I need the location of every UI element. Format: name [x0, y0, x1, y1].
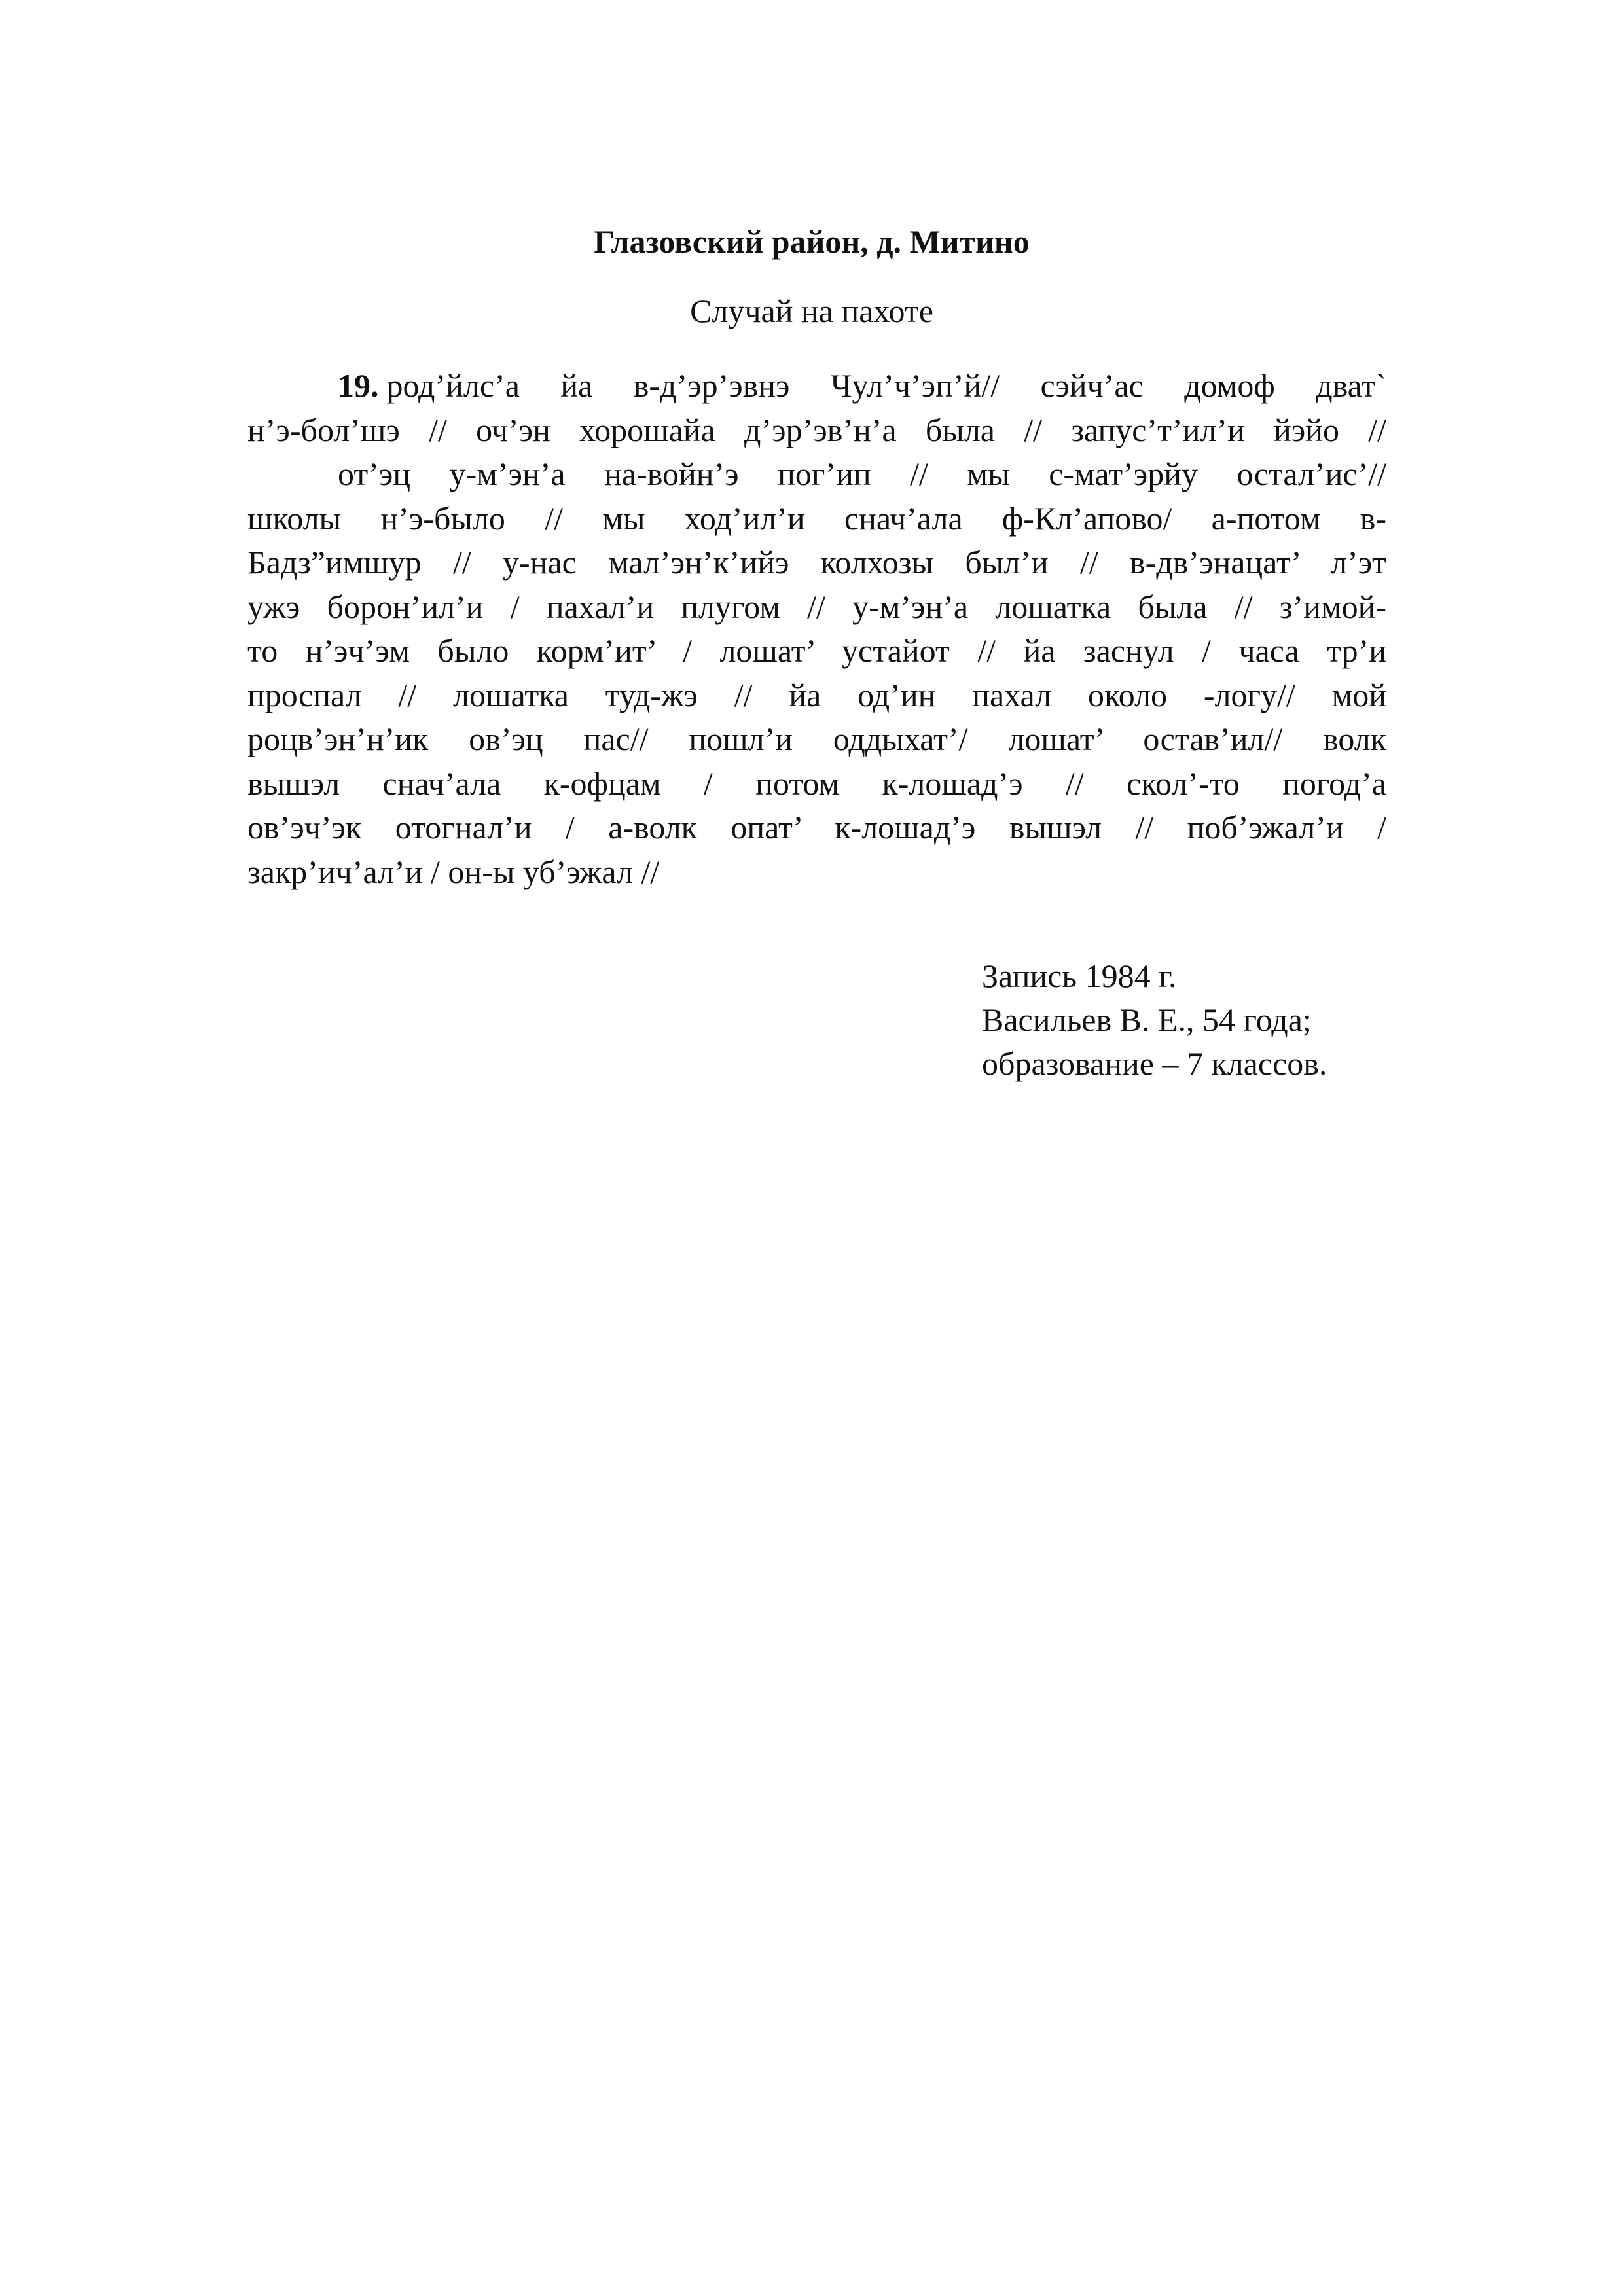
story-line-9: роцв’эн’н’ик ов’эц пас// пошл’и оддыхат’/ лошат’ остав’ил// волк — [247, 721, 1386, 757]
story-number: 19. — [338, 367, 379, 404]
story-line-1-text: род’йлс’а йа в-д’эр’эвнэ Чул’ч’эп’й// сэйч’ас домоф дват` — [386, 367, 1386, 404]
education-info: образование – 7 классов. — [982, 1045, 1327, 1082]
story-text — [247, 364, 1386, 894]
story-line-10: вышэл снач’ала к-офцам / потом к-лошад’э // скол’-то погод’а — [247, 764, 1386, 802]
story-line-7: то н’эч’эм было корм’ит’ / лошат’ устайот // йа заснул / часа тр’и — [247, 632, 1386, 669]
story-line-12: закр’ич’ал’и / он-ы уб’эжал // — [247, 853, 660, 890]
story-line-1 — [247, 364, 1386, 408]
record-info — [982, 954, 1327, 1086]
story-line-11: ов’эч’эк отогнал’и / а-волк опат’ к-лошад’э вышэл // поб’эжал’и / — [247, 809, 1386, 846]
story-line-6: ужэ борон’ил’и / пахал’и плугом // у-м’эн’а лошатка была // з’имой- — [247, 588, 1386, 625]
story-line-5: Бадз”имшур // у-нас мал’эн’к’ийэ колхозы был’и // в-дв’энацат’ л’эт — [247, 544, 1386, 581]
story-line-2: н’э-бол’шэ // оч’эн хорошайа д’эр’эв’н’а была // запус’т’ил’и йэйо // — [247, 411, 1386, 448]
informant-info: Васильев В. Е., 54 года; — [982, 1001, 1312, 1038]
story-line-8: проспал // лошатка туд-жэ // йа од’ин пахал около -логу// мой — [247, 676, 1386, 713]
story-line-3: от’эц у-м’эн’а на-войн’э пог’ип // мы с-мат’эрйу остал’ис’// — [338, 456, 1386, 492]
record-year: Запись 1984 г. — [982, 958, 1177, 994]
location-heading: Глазовский район, д. Митино — [594, 223, 1030, 260]
story-title: Случай на пахоте — [690, 293, 933, 329]
story-line-4: школы н’э-было // мы ход’ил’и снач’ала ф-Кл’апово/ а-потом в- — [247, 499, 1386, 537]
